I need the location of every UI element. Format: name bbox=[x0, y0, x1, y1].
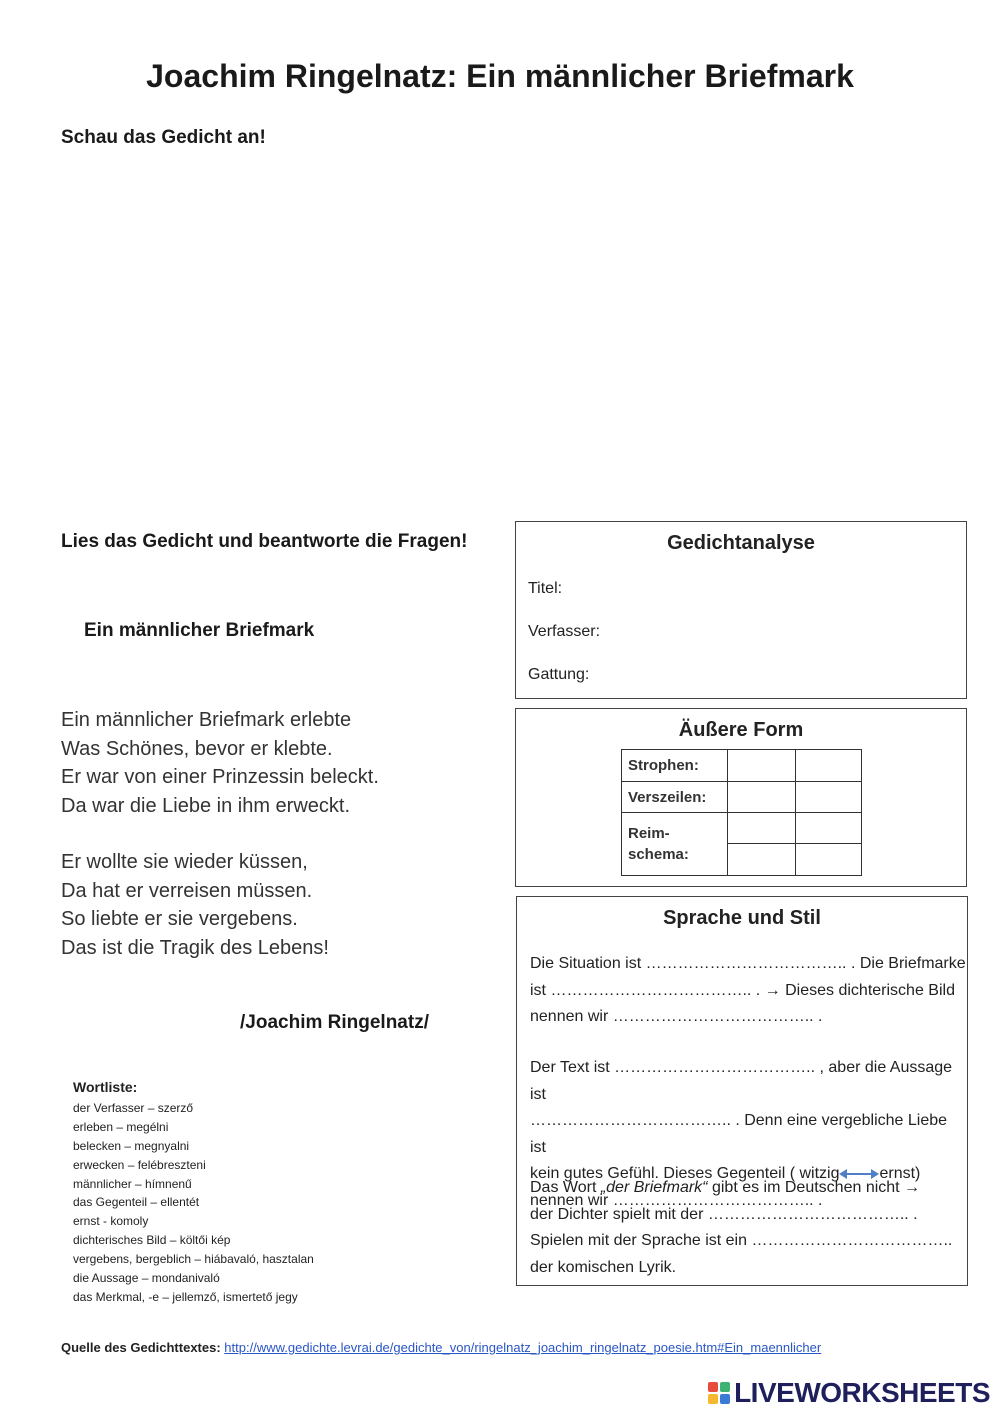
form-heading: Äußere Form bbox=[678, 719, 804, 741]
stil-line: Der Text ist ……………………………….. , aber die Aussage ist bbox=[530, 1059, 953, 1103]
source-link[interactable]: http://www.gedichte.levrai.de/gedichte_von/ringelnatz_joachim_ringelnatz_poesie.htm#Ein_maennlicher bbox=[224, 1340, 822, 1355]
poem-line: Da hat er verreisen müssen. bbox=[61, 879, 313, 902]
word-list bbox=[73, 1078, 314, 1307]
word-list-item: das Merkmal, -e – jellemző, ismertető jegy bbox=[73, 1289, 298, 1304]
form-label-schema: schema: bbox=[628, 846, 689, 863]
poem-line: Was Schönes, bevor er klebte. bbox=[61, 737, 333, 760]
source-line bbox=[61, 1340, 821, 1355]
word-list-heading: Wortliste: bbox=[73, 1079, 138, 1095]
stil-line-part: Das Wort bbox=[530, 1179, 601, 1196]
poem-line: Ein männlicher Briefmark erlebte bbox=[61, 709, 352, 731]
word-list-item: der Verfasser – szerző bbox=[73, 1100, 194, 1115]
form-cell-input[interactable] bbox=[728, 750, 796, 782]
form-label-reimschema bbox=[622, 813, 728, 876]
stil-line: Spielen mit der Sprache ist ein ……………………………….. bbox=[530, 1232, 953, 1249]
page-title: Joachim Ringelnatz: Ein männlicher Briefmark bbox=[146, 58, 854, 94]
stil-line-part: kein gutes Gefühl. Dieses Gegenteil ( witzig bbox=[530, 1165, 840, 1182]
form-table bbox=[621, 749, 862, 876]
stil-line: der komischen Lyrik. bbox=[530, 1258, 677, 1276]
stil-paragraph-3 bbox=[530, 1175, 952, 1281]
word-list-item: vergebens, bergeblich – hiábavaló, hasztalan bbox=[73, 1252, 314, 1267]
form-label-reim: Reim- bbox=[628, 825, 670, 842]
logo-tile bbox=[708, 1382, 718, 1392]
stil-line-part: ernst) bbox=[879, 1165, 921, 1182]
form-label-verszeilen: Verszeilen: bbox=[622, 782, 728, 813]
word-list-item: dichterisches Bild – költői kép bbox=[73, 1233, 231, 1248]
word-list-item: belecken – megnyalni bbox=[73, 1138, 190, 1153]
poem-title: Ein männlicher Briefmark bbox=[84, 620, 315, 641]
liveworksheets-logo[interactable] bbox=[708, 1378, 990, 1408]
stil-line: nennen wir ……………………………….. . bbox=[530, 1008, 823, 1025]
form-cell-input[interactable] bbox=[796, 844, 862, 876]
form-cell-input[interactable] bbox=[796, 813, 862, 844]
liveworksheets-logo-text: LIVEWORKSHEETS bbox=[734, 1377, 990, 1408]
word-list-item: erwecken – felébreszteni bbox=[73, 1157, 206, 1172]
form-label-strophen: Strophen: bbox=[622, 750, 728, 782]
poem-line: Er wollte sie wieder küssen, bbox=[61, 851, 308, 873]
stil-line-italic: „der Briefmark“ bbox=[600, 1179, 708, 1196]
liveworksheets-logo-icon bbox=[708, 1382, 730, 1404]
stil-line: der Dichter spielt mit der ……………………………….. . bbox=[530, 1205, 918, 1223]
instruction-look: Schau das Gedicht an! bbox=[61, 127, 266, 148]
source-label: Quelle des Gedichttextes: bbox=[61, 1340, 221, 1355]
stil-line bbox=[530, 1175, 952, 1202]
word-list-item: die Aussage – mondanivaló bbox=[73, 1271, 220, 1286]
analysis-heading: Gedichtanalyse bbox=[667, 532, 815, 554]
word-list-item: ernst - komoly bbox=[73, 1214, 149, 1229]
poem-line: Da war die Liebe in ihm erweckt. bbox=[61, 794, 351, 817]
form-cell-input[interactable] bbox=[728, 782, 796, 813]
logo-tile bbox=[720, 1394, 730, 1404]
form-cell-input[interactable] bbox=[796, 750, 862, 782]
stil-heading: Sprache und Stil bbox=[663, 907, 821, 929]
poem-stanza-1 bbox=[61, 706, 379, 820]
field-gattung-label: Gattung: bbox=[528, 666, 590, 683]
form-cell-input[interactable] bbox=[728, 813, 796, 844]
stil-line: ……………………………….. . Denn eine vergebliche Liebe ist bbox=[530, 1112, 948, 1156]
stil-line: ist ……………………………….. . → Dieses dichterische Bild bbox=[530, 981, 955, 999]
poem-line: So liebte er sie vergebens. bbox=[61, 908, 298, 930]
form-cell-input[interactable] bbox=[796, 782, 862, 813]
word-list-item: das Gegenteil – ellentét bbox=[73, 1195, 200, 1210]
instruction-read: Lies das Gedicht und beantworte die Fragen! bbox=[61, 531, 468, 552]
analysis-box bbox=[515, 521, 967, 699]
poem-line: Er war von einer Prinzessin beleckt. bbox=[61, 766, 379, 788]
form-cell-input[interactable] bbox=[728, 844, 796, 876]
logo-tile bbox=[720, 1382, 730, 1392]
stil-line: nennen wir ……………………………….. . bbox=[530, 1191, 823, 1209]
word-list-item: erleben – megélni bbox=[73, 1119, 169, 1134]
poem-author: /Joachim Ringelnatz/ bbox=[240, 1012, 429, 1033]
field-verfasser-label: Verfasser: bbox=[528, 623, 601, 640]
poem-stanza-2 bbox=[61, 848, 329, 962]
stil-line-part: gibt es im Deutschen nicht → bbox=[707, 1179, 921, 1196]
form-box bbox=[515, 708, 967, 887]
word-list-item: männlicher – hímnenű bbox=[73, 1176, 192, 1191]
field-titel-label: Titel: bbox=[528, 580, 563, 597]
poem-line: Das ist die Tragik des Lebens! bbox=[61, 936, 329, 959]
stil-box bbox=[516, 896, 968, 1286]
logo-tile bbox=[708, 1394, 718, 1404]
stil-paragraph-1 bbox=[530, 951, 966, 1031]
stil-line: Die Situation ist ……………………………….. . Die Briefmarke bbox=[530, 955, 966, 972]
